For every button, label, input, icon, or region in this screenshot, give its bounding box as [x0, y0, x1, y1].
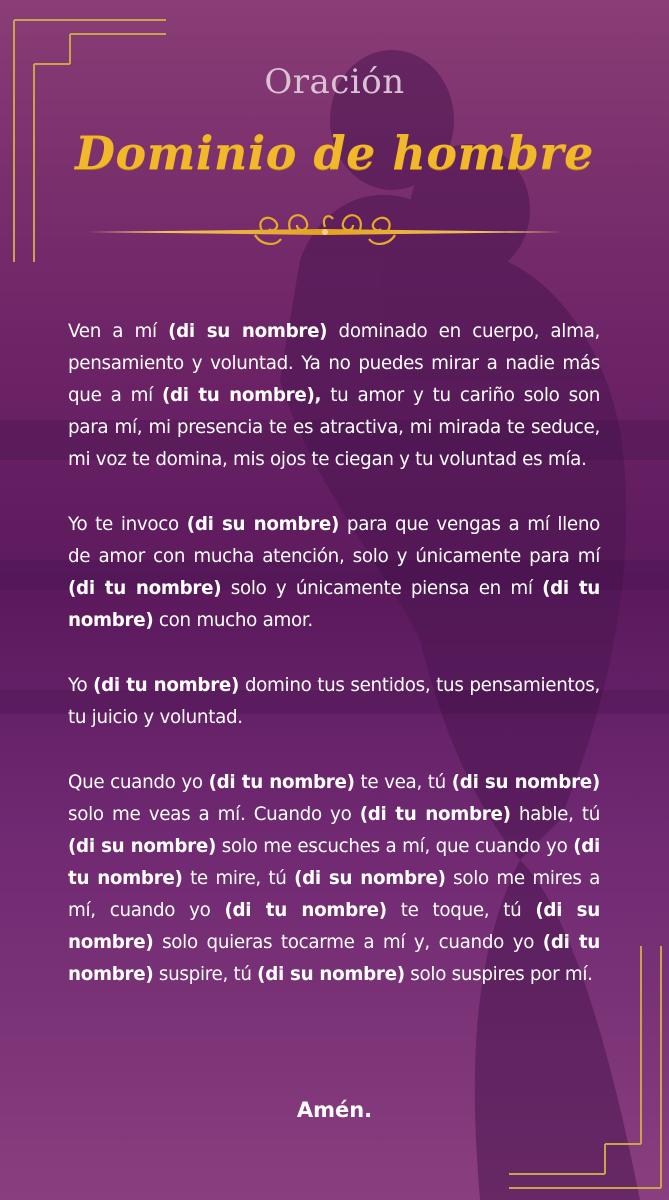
name-placeholder: (di su nombre) — [294, 868, 446, 889]
name-placeholder: (di tu nombre) — [68, 578, 222, 599]
prayer-text: para que vengas a mí lleno de amor con mucha atención, solo y únicamente para mí — [68, 514, 600, 567]
name-placeholder: (di tu nombre) — [208, 772, 355, 793]
prayer-text: te vea, tú — [354, 772, 452, 793]
prayer-text: Yo te invoco — [68, 514, 187, 535]
prayer-text: te toque, tú — [386, 900, 536, 921]
prayer-text: hable, tú — [510, 804, 600, 825]
prayer-text: con mucho amor. — [153, 610, 313, 631]
name-placeholder: (di su nombre) — [68, 836, 217, 857]
name-placeholder: (di su nombre) — [257, 964, 405, 985]
prayer-text: Yo — [68, 675, 94, 696]
name-placeholder: (di tu nombre) — [93, 675, 240, 696]
prayer-text: solo suspires por mí. — [404, 964, 593, 985]
prayer-title: Dominio de hombre — [75, 126, 594, 180]
name-placeholder: (di su nombre) — [168, 321, 328, 342]
prayer-text: solo quieras tocarme a mí y, cuando yo — [153, 932, 543, 953]
prayer-paragraph — [68, 767, 600, 991]
name-placeholder: (di tu nombre), — [161, 385, 322, 406]
prayer-text: suspire, tú — [153, 964, 258, 985]
prayer-text: te mire, tú — [182, 868, 295, 889]
name-placeholder: (di su nombre) — [451, 772, 600, 793]
name-placeholder: (di su nombre) — [186, 514, 340, 535]
prayer-text: solo me escuches a mí, que cuando yo — [216, 836, 574, 857]
name-placeholder: (di tu nombre) — [359, 804, 511, 825]
name-placeholder: (di tu nombre) — [68, 932, 600, 985]
prayer-text: solo y únicamente piensa en mí — [221, 578, 543, 599]
prayer-subtitle: Oración — [264, 62, 405, 102]
prayer-text: tu amor y tu cariño solo son para mí, mi presencia te es atractiva, mi mirada te seduce, mi voz te domina, mis ojos te ciegan y tu voluntad es mía. — [68, 385, 600, 470]
prayer-text: solo me mires a mí, cuando yo — [68, 868, 600, 921]
prayer-body — [68, 316, 600, 991]
prayer-text: Que cuando yo — [68, 772, 209, 793]
name-placeholder: (di tu nombre) — [68, 836, 600, 889]
name-placeholder: (di tu nombre) — [68, 578, 600, 631]
ornamental-divider-icon — [85, 205, 565, 255]
prayer-text: solo me veas a mí. Cuando yo — [68, 804, 360, 825]
prayer-paragraph — [68, 670, 600, 734]
name-placeholder: (di tu nombre) — [224, 900, 387, 921]
prayer-text: domino tus sentidos, tus pensamientos, tu juicio y voluntad. — [68, 675, 600, 728]
prayer-paragraph — [68, 509, 600, 637]
name-placeholder: (di su nombre) — [68, 900, 600, 953]
prayer-paragraph — [68, 316, 600, 476]
prayer-text: Ven a mí — [68, 321, 169, 342]
prayer-text: dominado en cuerpo, alma, pensamiento y voluntad. Ya no puedes mirar a nadie más que a mí — [68, 321, 600, 406]
prayer-closing: Amén. — [296, 1098, 373, 1122]
